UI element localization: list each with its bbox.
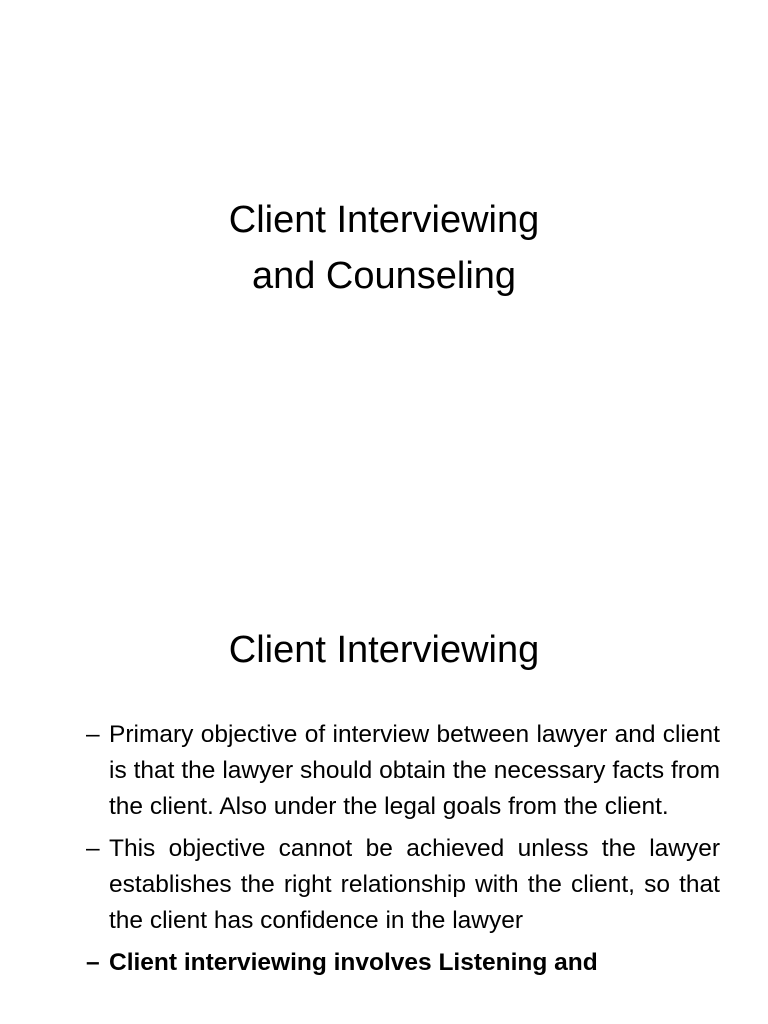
slide-title-line-2: and Counseling	[251, 255, 517, 297]
bullet-item	[86, 945, 720, 981]
bullet-text: This objective cannot be achieved unless the lawyer establishes the right relationship with the client, so that the client has confidence in the lawyer	[109, 835, 720, 934]
bullet-item	[86, 831, 720, 939]
bullet-list	[86, 717, 720, 987]
bullet-item	[86, 717, 720, 825]
slide-heading: Client Interviewing	[228, 629, 540, 671]
slide-title-line-1: Client Interviewing	[228, 199, 540, 241]
content-slide	[0, 576, 768, 1024]
dash-marker: –	[86, 949, 100, 976]
slide-title	[0, 192, 768, 304]
bullet-text: Primary objective of interview between lawyer and client is that the lawyer should obtain the necessary facts from the client. Also under the legal goals from the client.	[109, 721, 720, 820]
dash-marker: –	[86, 721, 100, 748]
dash-marker: –	[86, 835, 100, 862]
bullet-text: Client interviewing involves Listening and	[109, 949, 598, 976]
